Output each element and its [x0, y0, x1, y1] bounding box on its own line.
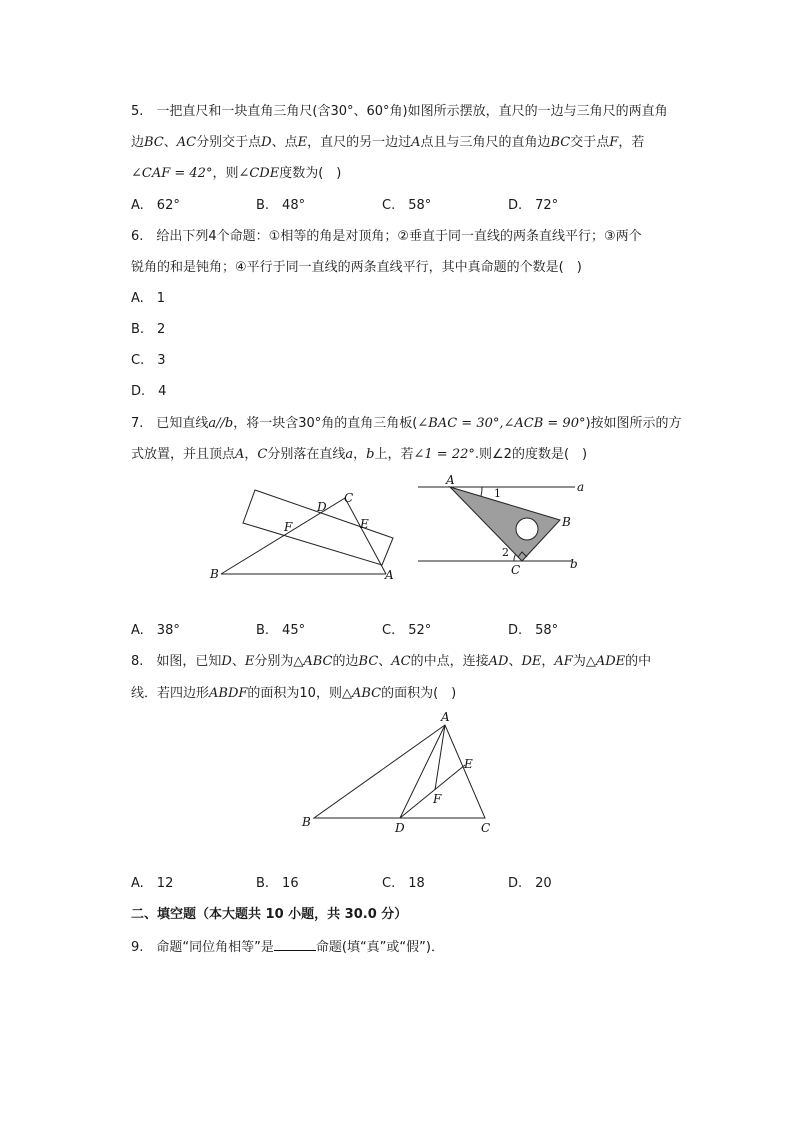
label-f: F [433, 792, 442, 806]
q6-line-2: 锐角的和是钝角；④平行于同一直线的两条直线平行，其中真命题的个数是( ) [131, 260, 582, 275]
label-d: D [317, 500, 327, 514]
q8-option-c[interactable]: C. 18 [382, 876, 425, 891]
q8-option-a[interactable]: A. 12 [131, 876, 174, 891]
q5-line-3: ∠CAF = 42°，则∠CDE度数为( ) [131, 166, 342, 181]
label-e: E [360, 517, 369, 531]
q5-option-b[interactable]: B. 48° [256, 198, 306, 213]
q6-option-b[interactable]: B. 2 [131, 322, 166, 337]
section-title-fill-blank: 二、填空题（本大题共 10 小题，共 30.0 分） [131, 907, 408, 922]
triangle-abc [314, 725, 485, 818]
q7-option-d[interactable]: D. 58° [508, 623, 559, 638]
label-c-point: C [511, 563, 521, 577]
q8-line-1: 8. 如图，已知D、E分别为△ABC的边BC、AC的中点，连接AD、DE，AF为△ADE的中 [131, 654, 652, 669]
q5-option-d[interactable]: D. 72° [508, 198, 559, 213]
label-e: E [464, 757, 473, 771]
q6-option-a[interactable]: A. 1 [131, 291, 166, 306]
q7-option-b[interactable]: B. 45° [256, 623, 306, 638]
q8-option-d[interactable]: D. 20 [508, 876, 552, 891]
q7-line-2: 式放置，并且顶点A，C分别落在直线a，b上，若∠1 = 22°.则∠2的度数是( ) [131, 447, 588, 462]
q9-answer-blank[interactable] [274, 938, 316, 951]
label-a-point: A [446, 473, 455, 487]
q7-option-a[interactable]: A. 38° [131, 623, 180, 638]
label-a: A [441, 710, 450, 724]
q6-option-c[interactable]: C. 3 [131, 353, 166, 368]
angle-2-arc [514, 554, 516, 561]
triangle-hole [516, 518, 538, 540]
q8-line-2: 线．若四边形ABDF的面积为10，则△ABC的面积为( ) [131, 686, 457, 701]
label-line-a: a [577, 480, 585, 494]
q5-line-1: 5. 一把直尺和一块直角三角尺(含30°、60°角)如图所示摆放，直尺的一边与三角尺的两直角 [131, 104, 668, 119]
figure-q5-ruler-triangle [200, 480, 410, 590]
label-c: C [481, 821, 491, 835]
angle-1-arc [481, 487, 482, 496]
label-b: B [302, 815, 311, 829]
label-b: B [210, 567, 219, 581]
q7-option-c[interactable]: C. 52° [382, 623, 432, 638]
q5-option-c[interactable]: C. 58° [382, 198, 432, 213]
label-angle-2: 2 [502, 546, 509, 559]
q5-line-2: 边BC、AC分别交于点D、点E，直尺的另一边过A点且与三角尺的直角边BC交于点F，若 [131, 135, 645, 150]
figure-q7-parallel-lines [410, 470, 590, 580]
label-line-b: b [570, 557, 578, 571]
q5-option-a[interactable]: A. 62° [131, 198, 180, 213]
label-f: F [284, 520, 293, 534]
label-angle-1: 1 [494, 487, 501, 500]
label-a: A [385, 568, 394, 582]
q6-line-1: 6. 给出下列4个命题：①相等的角是对顶角；②垂直于同一直线的两条直线平行；③两个 [131, 229, 642, 244]
q6-option-d[interactable]: D. 4 [131, 384, 167, 399]
label-b-point: B [562, 515, 571, 529]
q9-line: 9. 命题“同位角相等”是 命题(填“真”或“假”)． [131, 940, 444, 955]
q7-line-1: 7. 已知直线a//b，将一块含30°角的直角三角板(∠BAC = 30°,∠ACB = 90°)按如图所示的方 [131, 416, 682, 431]
figure-q8-triangle [295, 705, 505, 840]
q8-option-b[interactable]: B. 16 [256, 876, 299, 891]
triangle-side-ca [345, 498, 386, 574]
label-d: D [395, 821, 405, 835]
label-c: C [344, 491, 354, 505]
